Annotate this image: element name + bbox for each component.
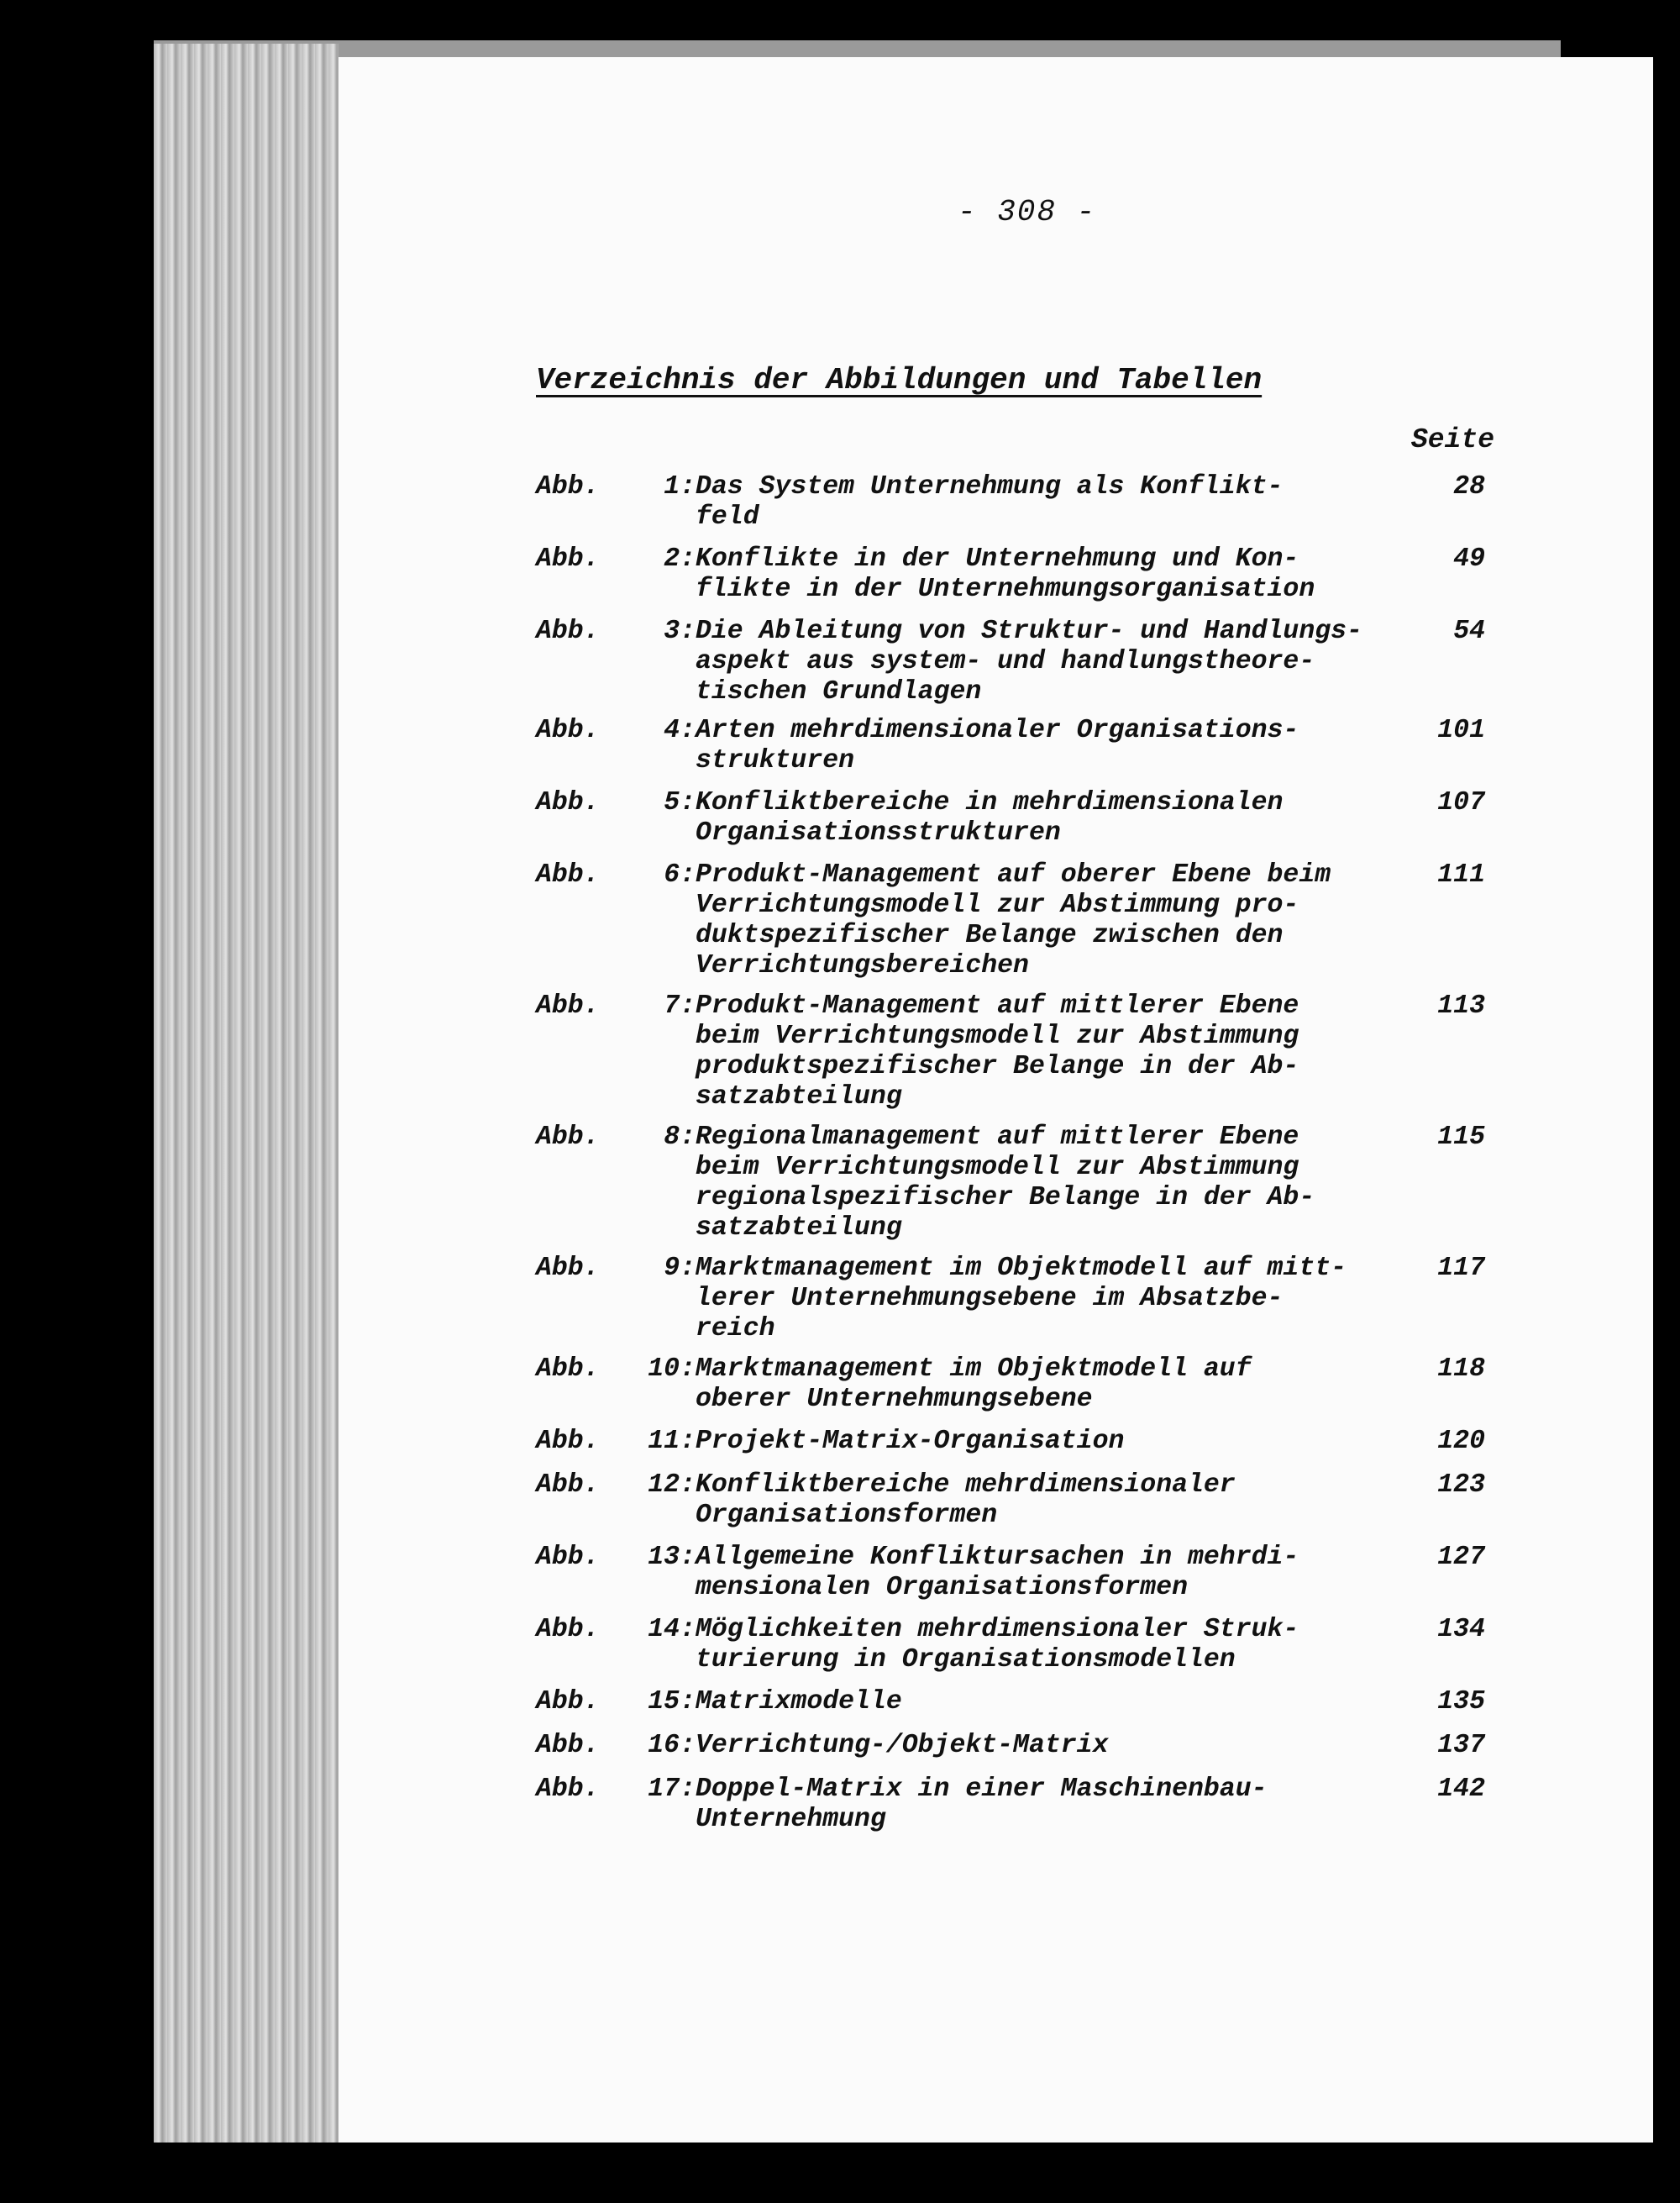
figure-entry-number: 3: [664,617,696,646]
figure-entry-page: 135 [1437,1687,1485,1717]
figure-entry-title: Projekt-Matrix-Organisation [696,1427,1125,1456]
figure-entry-title: Matrixmodelle [696,1687,902,1717]
figure-entry-title: Konfliktbereiche mehrdimensionaler Organisationsformen [696,1470,1236,1530]
seite-column-header: Seite [1411,424,1495,455]
book-page-edges [154,44,339,2143]
figure-entry-label: Abb. [536,1774,600,1804]
figure-entry-page: 127 [1437,1543,1485,1572]
figure-entry-label: Abb. [536,1254,600,1283]
figure-entry-title: Verrichtung-/Objekt-Matrix [696,1731,1109,1760]
figure-entry-label: Abb. [536,1731,600,1760]
figure-entry-label: Abb. [536,1123,600,1152]
figure-entry-page: 115 [1437,1123,1485,1152]
figure-entry-page: 28 [1453,472,1485,502]
figure-entry-title: Produkt-Management auf mittlerer Ebene beim Verrichtungsmodell zur Abstimmung produktspezifischer Belange in der Ab- satzabteilung [696,991,1299,1112]
figure-entry-number: 5: [664,788,696,818]
figure-entry-label: Abb. [536,788,600,818]
figure-entry-title: Konfliktbereiche in mehrdimensionalen Organisationsstrukturen [696,788,1284,848]
figure-entry-number: 9: [664,1254,696,1283]
figure-entry-label: Abb. [536,544,600,574]
figure-entry-title: Doppel-Matrix in einer Maschinenbau- Unternehmung [696,1774,1268,1834]
figure-entry-title: Marktmanagement im Objektmodell auf oberer Unternehmungsebene [696,1354,1252,1414]
figure-entry-number: 10: [648,1354,696,1384]
figure-entry-label: Abb. [536,1687,600,1717]
figure-entry-page: 118 [1437,1354,1485,1384]
figure-entry-label: Abb. [536,1543,600,1572]
figure-entry-number: 7: [664,991,696,1021]
figure-entry-label: Abb. [536,1615,600,1644]
figure-entry-label: Abb. [536,1470,600,1500]
figure-entry-title: Möglichkeiten mehrdimensionaler Struk- turierung in Organisationsmodellen [696,1615,1299,1675]
figure-entry-title: Produkt-Management auf oberer Ebene beim Verrichtungsmodell zur Abstimmung pro- duktspezifischer Belange zwischen den Verrichtungsbereichen [696,860,1331,981]
figure-entry-number: 16: [648,1731,696,1760]
figure-entry-number: 2: [664,544,696,574]
figure-entry-page: 113 [1437,991,1485,1021]
figure-entry-number: 6: [664,860,696,890]
figure-entry-number: 4: [664,716,696,745]
figure-entry-label: Abb. [536,716,600,745]
page-title: Verzeichnis der Abbildungen und Tabellen [536,363,1263,397]
figure-entry-label: Abb. [536,860,600,890]
figure-entry-title: Allgemeine Konfliktursachen in mehrdi- mensionalen Organisationsformen [696,1543,1299,1602]
figure-entry-label: Abb. [536,991,600,1021]
figure-entry-title: Konflikte in der Unternehmung und Kon- flikte in der Unternehmungsorganisation [696,544,1315,604]
figure-entry-page: 101 [1437,716,1485,745]
figure-entry-number: 13: [648,1543,696,1572]
figure-entry-page: 54 [1453,617,1485,646]
figure-entry-label: Abb. [536,1354,600,1384]
figure-entry-number: 17: [648,1774,696,1804]
figure-entry-page: 123 [1437,1470,1485,1500]
figure-entry-number: 11: [648,1427,696,1456]
figure-entry-number: 1: [664,472,696,502]
figure-entry-number: 8: [664,1123,696,1152]
figure-entry-page: 120 [1437,1427,1485,1456]
figure-entry-label: Abb. [536,1427,600,1456]
figure-entry-page: 137 [1437,1731,1485,1760]
figure-entry-title: Die Ableitung von Struktur- und Handlungs- aspekt aus system- und handlungstheore- tischen Grundlagen [696,617,1362,707]
figure-entry-page: 142 [1437,1774,1485,1804]
figure-entry-page: 111 [1437,860,1485,890]
figure-entry-title: Das System Unternehmung als Konflikt- feld [696,472,1284,532]
figure-entry-label: Abb. [536,472,600,502]
figure-entry-number: 15: [648,1687,696,1717]
page-number: - 308 - [958,195,1097,229]
figure-entry-page: 117 [1437,1254,1485,1283]
figure-entry-number: 14: [648,1615,696,1644]
figure-entry-page: 134 [1437,1615,1485,1644]
figure-entry-title: Marktmanagement im Objektmodell auf mitt- lerer Unternehmungsebene im Absatzbe- reich [696,1254,1347,1343]
figure-entry-label: Abb. [536,617,600,646]
figure-entry-page: 107 [1437,788,1485,818]
figure-entry-page: 49 [1453,544,1485,574]
book-top-edge [154,40,1561,59]
figure-entry-number: 12: [648,1470,696,1500]
figure-entry-title: Regionalmanagement auf mittlerer Ebene beim Verrichtungsmodell zur Abstimmung regionalspezifischer Belange in der Ab- satzabteilung [696,1123,1315,1243]
figure-entry-title: Arten mehrdimensionaler Organisations- strukturen [696,716,1299,776]
